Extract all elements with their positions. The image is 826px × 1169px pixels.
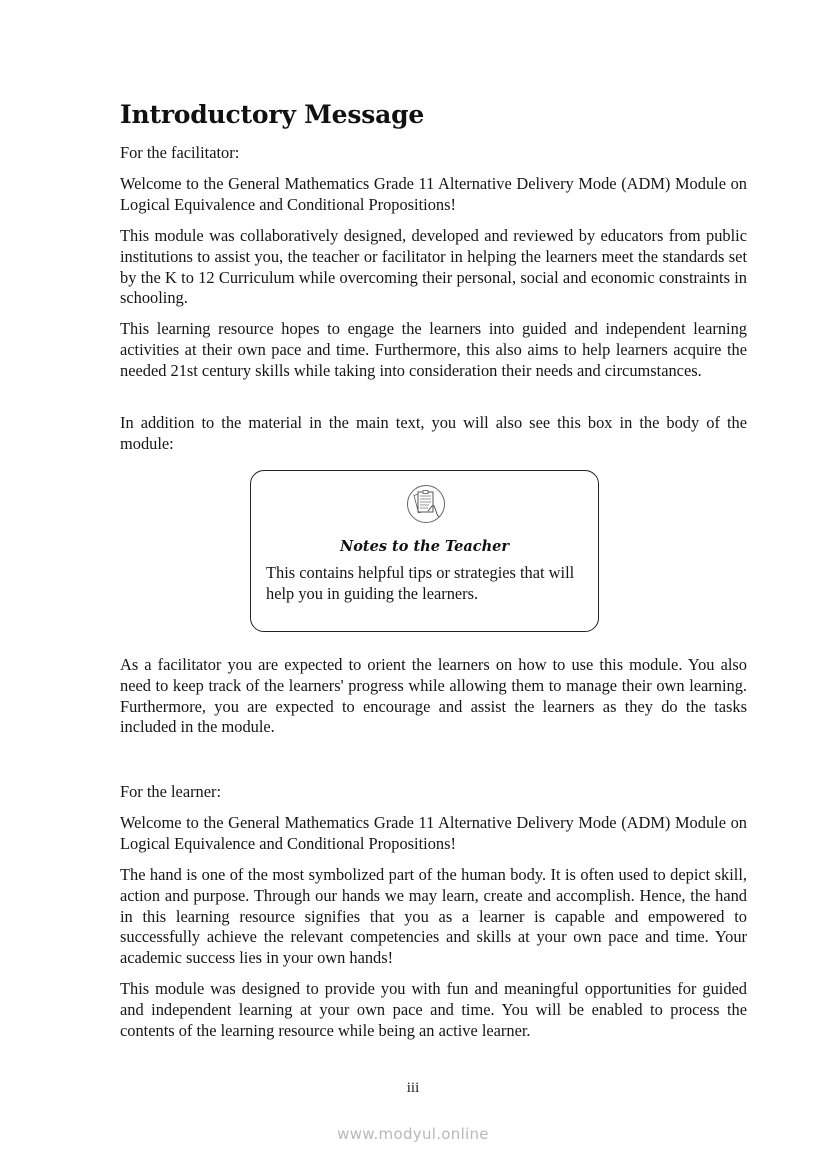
facilitator-paragraph-3: This learning resource hopes to engage the learners into guided and independent learning activities at their own pace and time. Furthermore, this also aims to help learners acquire the needed 21st century skills while taking into consideration their needs and circumstances.	[120, 319, 747, 380]
facilitator-after-box-paragraph: As a facilitator you are expected to orient the learners on how to use this module. You also need to keep track of the learners' progress while allowing them to manage their own learning. Furthermore, you are expected to encourage and assist the learners as they do the tasks included in the module.	[120, 655, 747, 737]
watermark: www.modyul.online	[337, 1125, 489, 1143]
learner-heading: For the learner:	[120, 782, 222, 801]
page-number: iii	[406, 1080, 420, 1096]
facilitator-heading: For the facilitator:	[120, 143, 240, 162]
page-title: Introductory Message	[120, 100, 425, 129]
notes-to-teacher-box	[250, 470, 599, 632]
notes-box-text: This contains helpful tips or strategies that will help you in guiding the learners.	[266, 563, 575, 603]
notes-clipboard-hand-icon	[406, 484, 446, 524]
learner-paragraph-1: Welcome to the General Mathematics Grade 11 Alternative Delivery Mode (ADM) Module on Logical Equivalence and Conditional Propositions!	[120, 813, 747, 853]
learner-paragraph-3: This module was designed to provide you with fun and meaningful opportunities for guided and independent learning at your own pace and time. You will be enabled to process the contents of the learning resource while being an active learner.	[120, 979, 747, 1040]
facilitator-paragraph-2: This module was collaboratively designed, developed and reviewed by educators from public institutions to assist you, the teacher or facilitator in helping the learners meet the standards set by the K to 12 Curriculum while overcoming their personal, social and economic constraints in schooling.	[120, 226, 747, 308]
notes-box-title: Notes to the Teacher	[340, 538, 509, 555]
facilitator-paragraph-4: In addition to the material in the main text, you will also see this box in the body of the module:	[120, 413, 747, 453]
facilitator-paragraph-1: Welcome to the General Mathematics Grade 11 Alternative Delivery Mode (ADM) Module on Logical Equivalence and Conditional Propositions!	[120, 174, 747, 214]
learner-paragraph-2: The hand is one of the most symbolized part of the human body. It is often used to depict skill, action and purpose. Through our hands we may learn, create and accomplish. Hence, the hand in this learning resource signifies that you as a learner is capable and empowered to successfully achieve the relevant competencies and skills at your own pace and time. Your academic success lies in your own hands!	[120, 865, 747, 968]
